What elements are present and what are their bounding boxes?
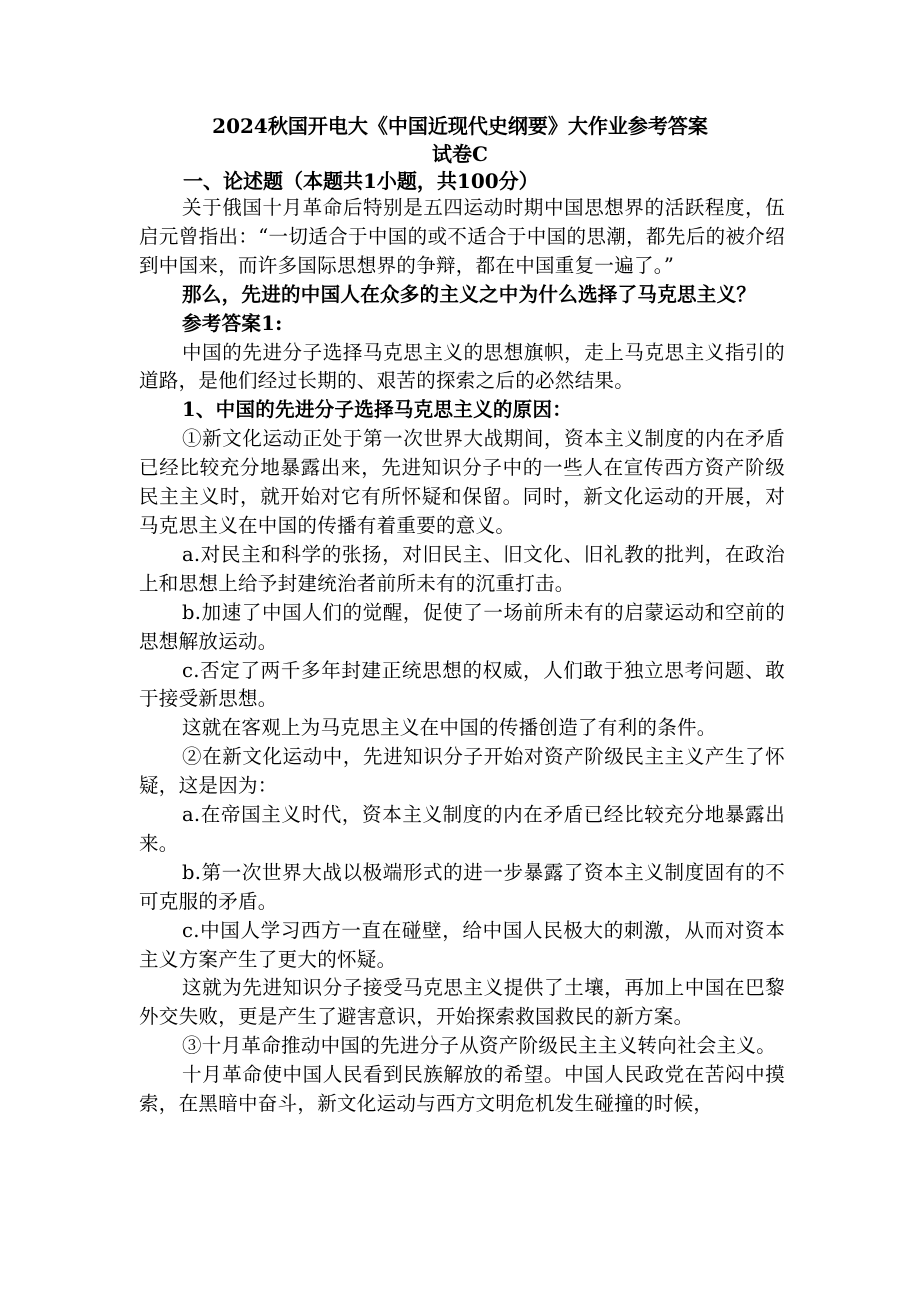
section-heading: 一、论述题（本题共1小题，共100分） (183, 169, 539, 193)
answer-label: 参考答案1: (182, 311, 283, 335)
paragraph: b.加速了中国人们的觉醒，促使了一场前所未有的启蒙运动和空前的思想解放运动。 (139, 600, 785, 653)
paragraph: 这就在客观上为马克思主义在中国的传播创造了有利的条件。 (182, 716, 717, 740)
paragraph: ②在新文化运动中，先进知识分子开始对资产阶级民主主义产生了怀疑，这是因为： (139, 745, 785, 798)
document-subtitle: 试卷C (432, 142, 488, 166)
paragraph: ①新文化运动正处于第一次世界大战期间，资本主义制度的内在矛盾已经比较充分地暴露出来，先进知识分子中的一些人在宣传西方资产阶级民主主义时，就开始对它有所怀疑和保留。同时，新文化运动的开展，对马克思主义在中国的传播有着重要的意义。 (139, 427, 785, 537)
document-body (139, 194, 785, 1119)
paragraph: 这就为先进知识分子接受马克思主义提供了土壤，再加上中国在巴黎外交失败，更是产生了避害意识，开始探索救国救民的新方案。 (139, 976, 785, 1029)
paragraph: c.中国人学习西方一直在碰壁，给中国人民极大的刺激，从而对资本主义方案产生了更大的怀疑。 (139, 918, 785, 971)
document-title: 2024秋国开电大《中国近现代史纲要》大作业参考答案 (212, 114, 708, 138)
paragraph-question-context: 关于俄国十月革命后特别是五四运动时期中国思想界的活跃程度，伍启元曾指出：“一切适合于中国的或不适合于中国的思潮，都先后的被介绍到中国来，而许多国际思想界的争辩，都在中国重复一遍了。” (139, 196, 785, 277)
paragraph-question: 那么，先进的中国人在众多的主义之中为什么选择了马克思主义？ (182, 282, 757, 306)
paragraph: ③十月革命推动中国的先进分子从资产阶级民主主义转向社会主义。 (182, 1034, 777, 1058)
paragraph: 中国的先进分子选择马克思主义的思想旗帜，走上马克思主义指引的道路，是他们经过长期的、艰苦的探索之后的必然结果。 (139, 340, 785, 393)
paragraph: a.对民主和科学的张扬，对旧民主、旧文化、旧礼教的批判，在政治上和思想上给予封建统治者前所未有的沉重打击。 (139, 542, 785, 595)
subheading-reasons: 1、中国的先进分子选择马克思主义的原因： (182, 398, 573, 422)
paragraph: c.否定了两千多年封建正统思想的权威，人们敢于独立思考问题、敢于接受新思想。 (139, 658, 785, 711)
paragraph: a.在帝国主义时代，资本主义制度的内在矛盾已经比较充分地暴露出来。 (139, 803, 785, 855)
paragraph: b.第一次世界大战以极端形式的进一步暴露了资本主义制度固有的不可克服的矛盾。 (139, 860, 785, 913)
paragraph: 十月革命使中国人民看到民族解放的希望。中国人民政党在苦闷中摸索，在黑暗中奋斗，新文化运动与西方文明危机发生碰撞的时候， (139, 1063, 785, 1116)
